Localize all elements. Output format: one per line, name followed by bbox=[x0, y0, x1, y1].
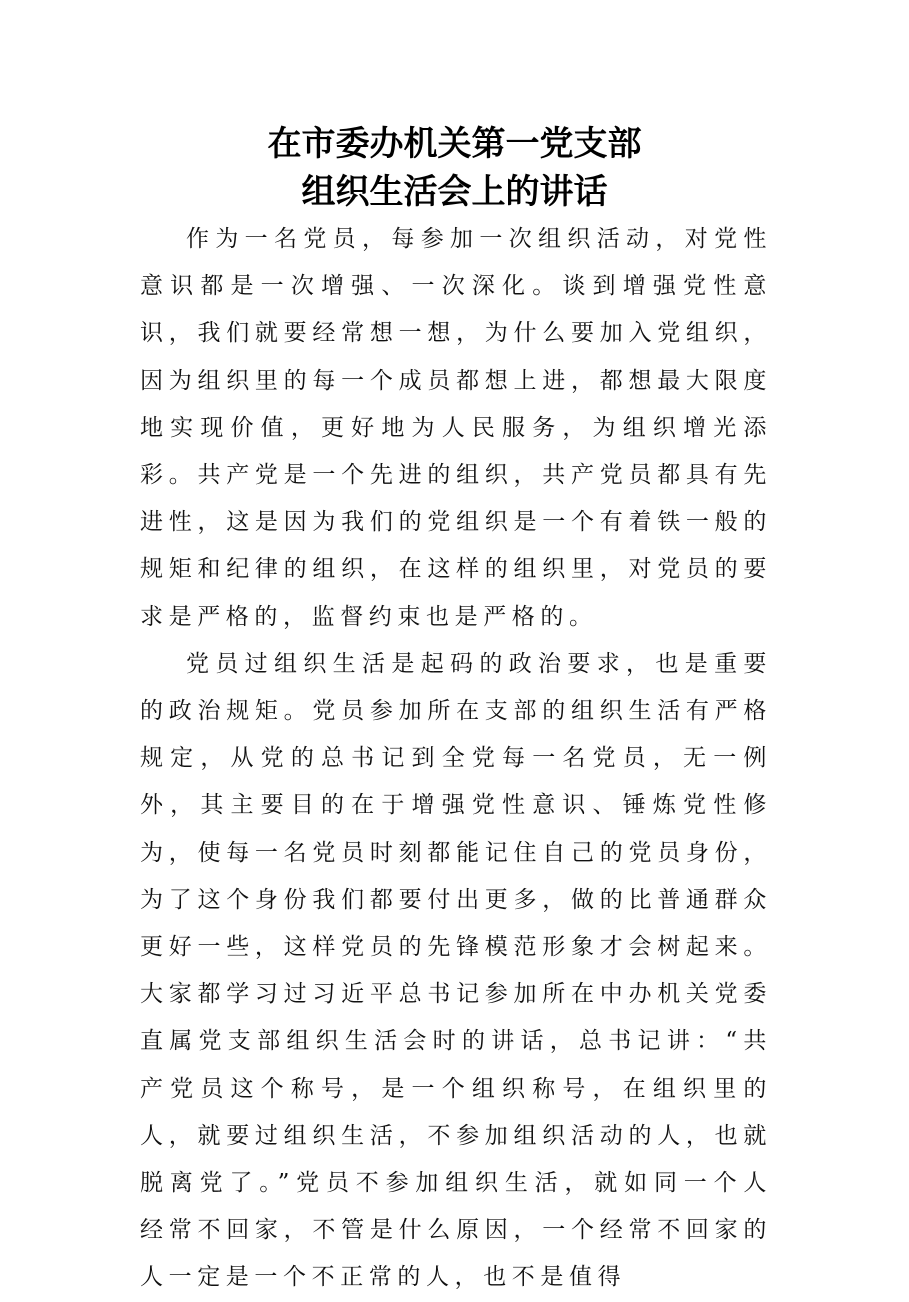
title-line-1: 在市委办机关第一党支部 bbox=[267, 124, 642, 164]
title-line-2: 组织生活会上的讲话 bbox=[301, 172, 608, 212]
paragraph-2: 党员过组织生活是起码的政治要求，也是重要的政治规矩。党员参加所在支部的组织生活有严格规定，从党的总书记到全党每一名党员，无一例外，其主要目的在于增强党性意识、锤炼党性修为，使每一名党员时刻都能记住自己的党员身份，为了这个身份我们都要付出更多，做的比普通群众更好一些，这样党员的先锋模范形象才会树起来。大家都学习过习近平总书记参加所在中办机关党委直属党支部组织生活会时的讲话，总书记讲：“共产党员这个称号，是一个组织称号，在组织里的人，就要过组织生活，不参加组织活动的人，也就脱离党了。”党员不参加组织生活，就如同一个人经常不回家，不管是什么原因，一个经常不回家的人一定是一个不正常的人，也不是值得 bbox=[140, 650, 772, 1291]
document-title bbox=[0, 120, 909, 216]
paragraph-1: 作为一名党员，每参加一次组织活动，对党性意识都是一次增强、一次深化。谈到增强党性意识，我们就要经常想一想，为什么要加入党组织，因为组织里的每一个成员都想上进，都想最大限度地实现价值，更好地为人民服务，为组织增光添彩。共产党是一个先进的组织，共产党员都具有先进性，这是因为我们的党组织是一个有着铁一般的规矩和纪律的组织，在这样的组织里，对党员的要求是严格的，监督约束也是严格的。 bbox=[140, 226, 772, 630]
document-body bbox=[140, 216, 772, 1302]
